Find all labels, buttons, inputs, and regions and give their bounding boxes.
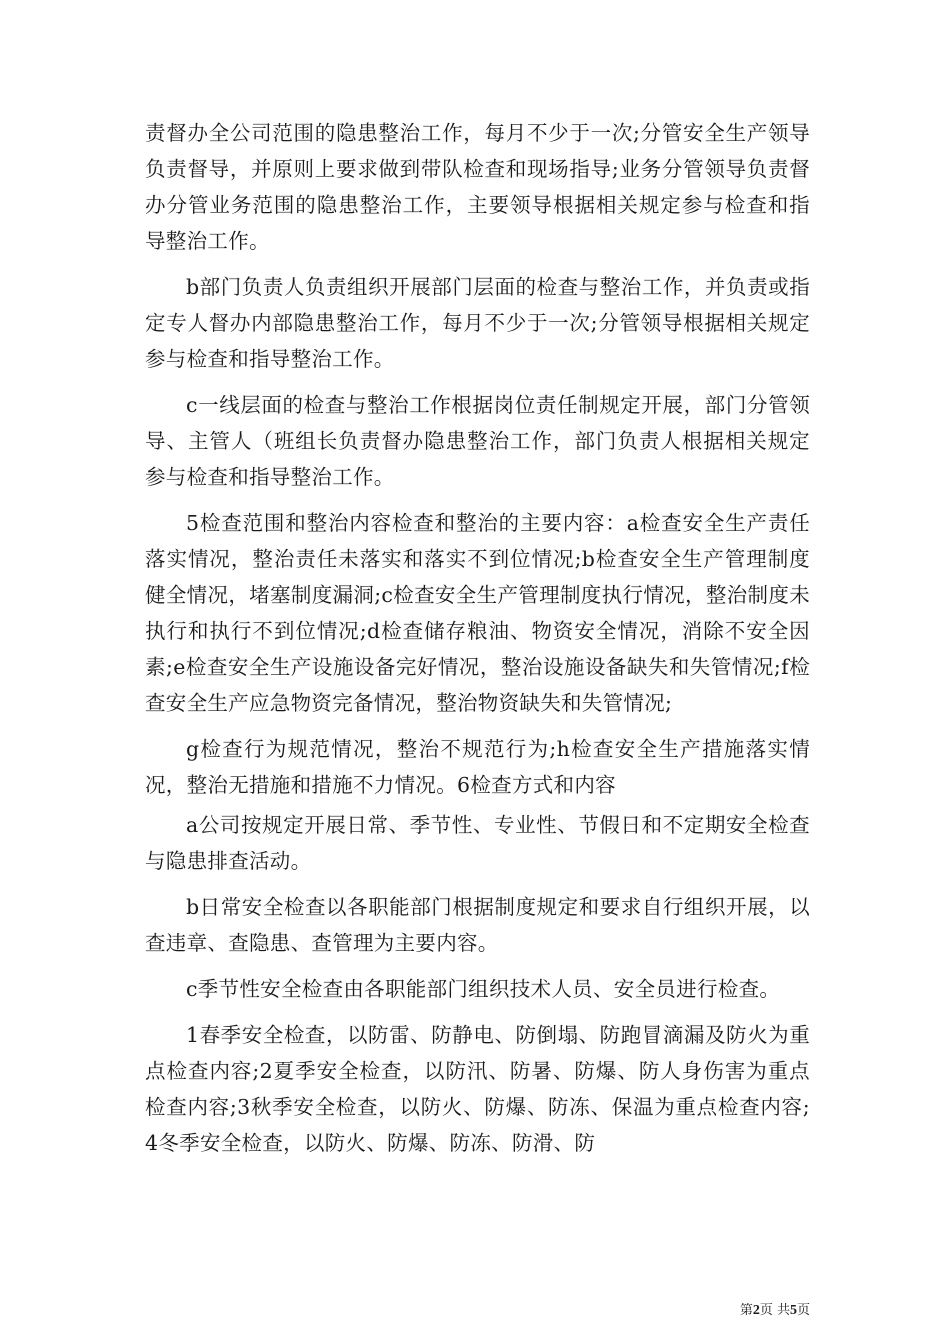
page-number-footer — [700, 1303, 810, 1319]
current-page-number: 2 — [752, 1303, 760, 1318]
paragraph-4: 5检查范围和整治内容检查和整治的主要内容：a检查安全生产责任落实情况，整治责任未落实和落实不到位情况;b检查安全生产管理制度健全情况，堵塞制度漏洞;c检查安全生产管理制度执行情况，整治制度未执行和执行不到位情况;d检查储存粮油、物资安全情况，消除不安全因素;e检查安全生产设施设备完好情况，整治设施设备缺失和失管情况;f检查安全生产应急物资完备情况，整治物资缺失和失管情况; — [145, 511, 810, 715]
paragraph-8: c季节性安全检查由各职能部门组织技术人员、安全员进行检查。 — [186, 977, 781, 1001]
paragraph-6: a公司按规定开展日常、季节性、专业性、节假日和不定期安全检查与隐患排查活动。 — [145, 813, 810, 873]
document-body — [145, 115, 810, 1161]
paragraph-9: 1春季安全检查，以防雷、防静电、防倒塌、防跑冒滴漏及防火为重点检查内容;2夏季安全检查，以防汛、防暑、防爆、防人身伤害为重点检查内容;3秋季安全检查，以防火、防爆、防冻、保温为重点检查内容;4冬季安全检查，以防火、防爆、防冻、防滑、防 — [145, 1023, 810, 1155]
total-pages-number: 5 — [789, 1303, 797, 1318]
footer-suffix: 页 — [796, 1303, 810, 1318]
paragraph-2: b部门负责人负责组织开展部门层面的检查与整治工作，并负责或指定专人督办内部隐患整治工作，每月不少于一次;分管领导根据相关规定参与检查和指导整治工作。 — [145, 275, 810, 371]
footer-prefix: 第 — [739, 1303, 753, 1318]
paragraph-3: c一线层面的检查与整治工作根据岗位责任制规定开展，部门分管领导、主管人（班组长负责督办隐患整治工作，部门负责人根据相关规定参与检查和指导整治工作。 — [145, 393, 810, 489]
paragraph-5: g检查行为规范情况，整治不规范行为;h检查安全生产措施落实情况，整治无措施和措施不力情况。6检查方式和内容 — [145, 737, 810, 797]
paragraph-7: b日常安全检查以各职能部门根据制度规定和要求自行组织开展，以查违章、查隐患、查管理为主要内容。 — [145, 895, 810, 955]
footer-middle: 页 共 — [759, 1303, 790, 1318]
paragraph-1: 责督办全公司范围的隐患整治工作，每月不少于一次;分管安全生产领导负责督导，并原则上要求做到带队检查和现场指导;业务分管领导负责督办分管业务范围的隐患整治工作，主要领导根据相关规定参与检查和指导整治工作。 — [145, 121, 810, 253]
